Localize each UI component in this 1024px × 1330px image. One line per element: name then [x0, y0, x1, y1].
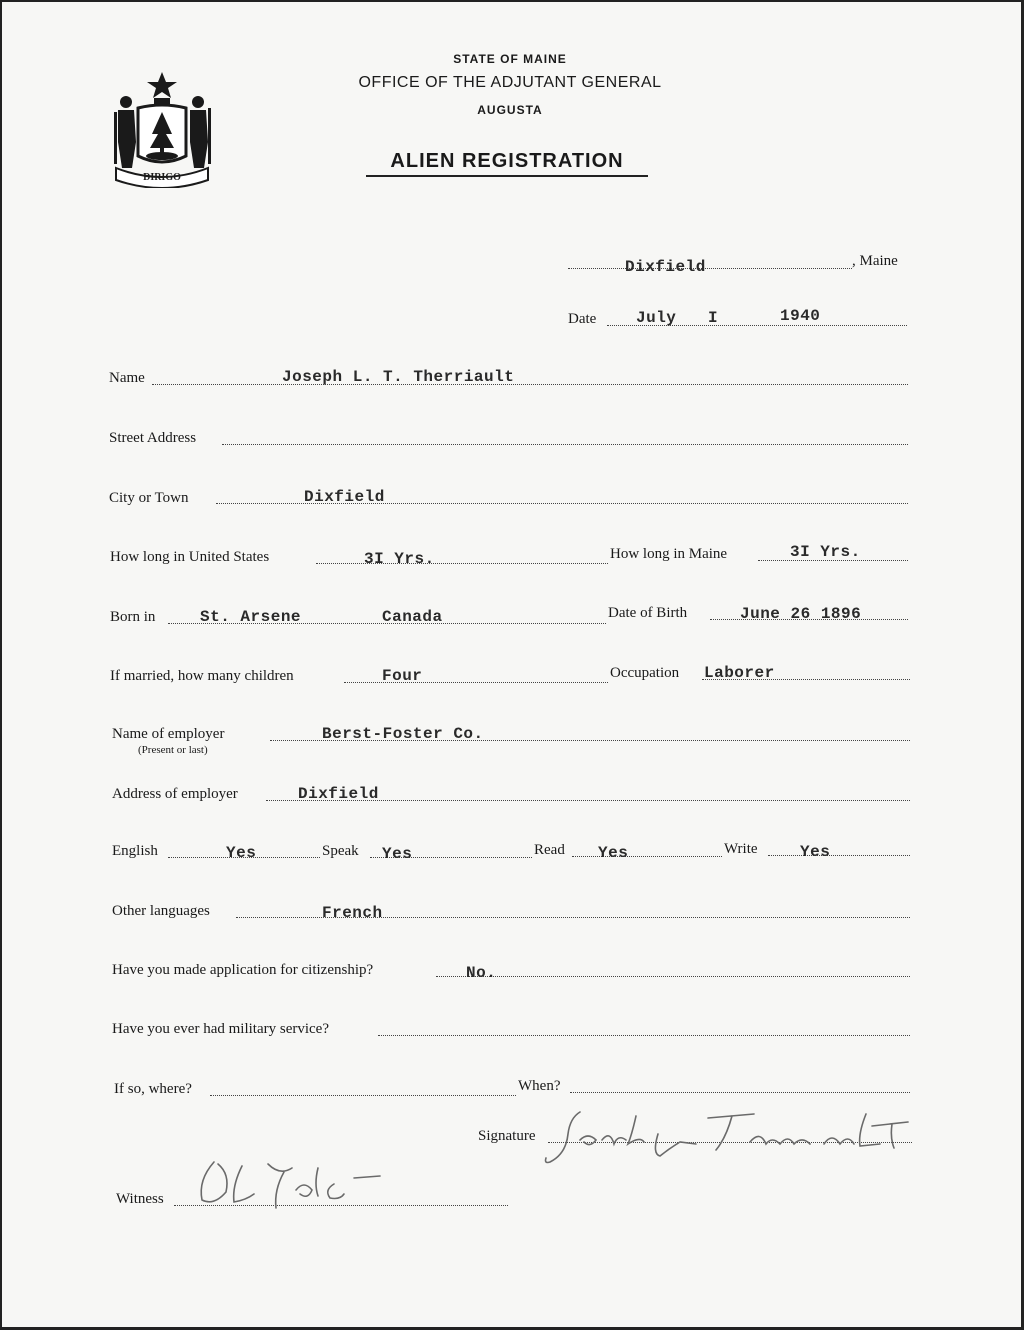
- street-line: [222, 444, 908, 445]
- english-label: English: [112, 843, 158, 859]
- other-languages-value: French: [322, 904, 383, 922]
- children-label: If married, how many children: [110, 668, 294, 684]
- city-town-value: Dixfield: [304, 488, 385, 506]
- office-heading: OFFICE OF THE ADJUTANT GENERAL: [358, 74, 662, 91]
- where-line: [210, 1095, 516, 1096]
- citizenship-line: [436, 976, 910, 977]
- town-line: [568, 268, 852, 269]
- employer-address-value: Dixfield: [298, 785, 379, 803]
- street-label: Street Address: [109, 430, 197, 446]
- maine-state-seal-icon: [108, 68, 216, 188]
- read-line: [572, 856, 722, 857]
- form-title: ALIEN REGISTRATION: [366, 150, 648, 177]
- read-label: Read: [534, 842, 565, 858]
- born-in-country-value: Canada: [382, 608, 443, 626]
- born-in-place-value: St. Arsene: [200, 608, 302, 626]
- write-value: Yes: [800, 843, 831, 861]
- children-value: Four: [382, 667, 423, 685]
- employer-address-label: Address of employer: [112, 786, 238, 802]
- write-line: [768, 855, 910, 856]
- occupation-value: Laborer: [704, 664, 775, 682]
- employer-sublabel: (Present or last): [138, 744, 208, 756]
- state-heading: STATE OF MAINE: [453, 52, 567, 66]
- when-line: [570, 1092, 910, 1093]
- how-long-maine-value: 3I Yrs.: [790, 543, 861, 561]
- town-value: Dixfield: [625, 258, 706, 276]
- how-long-us-value: 3I Yrs.: [364, 550, 435, 568]
- name-line: [152, 384, 908, 385]
- how-long-maine-label: How long in Maine: [610, 546, 728, 562]
- speak-value: Yes: [382, 845, 413, 863]
- name-label: Name: [109, 370, 145, 386]
- read-value: Yes: [598, 844, 629, 862]
- citizenship-value: No.: [466, 964, 497, 982]
- name-value: Joseph L. T. Therriault: [282, 368, 515, 386]
- witness-handwriting: [184, 1150, 384, 1214]
- military-label: Have you ever had military service?: [112, 1021, 329, 1037]
- signature-label: Signature: [478, 1128, 536, 1144]
- how-long-us-line: [316, 563, 608, 564]
- date-day-value: I: [708, 309, 719, 327]
- city-heading: AUGUSTA: [477, 103, 543, 117]
- occupation-label: Occupation: [610, 665, 680, 681]
- english-value: Yes: [226, 844, 257, 862]
- where-label: If so, where?: [114, 1081, 192, 1097]
- witness-label: Witness: [116, 1191, 164, 1207]
- seal-motto: DIRIGO: [143, 172, 181, 183]
- dob-value: June 26 1896: [740, 605, 862, 623]
- speak-label: Speak: [322, 843, 359, 859]
- military-line: [378, 1035, 910, 1036]
- city-town-label: City or Town: [109, 490, 189, 506]
- when-label: When?: [518, 1078, 561, 1094]
- date-month-value: July: [636, 309, 677, 327]
- date-label: Date: [568, 311, 597, 327]
- signature-handwriting: [540, 1104, 920, 1168]
- employer-value: Berst-Foster Co.: [322, 725, 484, 743]
- dob-label: Date of Birth: [608, 605, 688, 621]
- how-long-us-label: How long in United States: [110, 549, 270, 565]
- born-in-label: Born in: [110, 609, 156, 625]
- citizenship-label: Have you made application for citizenship?: [112, 962, 374, 978]
- date-year-value: 1940: [780, 307, 821, 325]
- maine-label: , Maine: [852, 253, 898, 269]
- employer-label: Name of employer: [112, 726, 225, 742]
- write-label: Write: [724, 841, 758, 857]
- other-languages-label: Other languages: [112, 903, 210, 919]
